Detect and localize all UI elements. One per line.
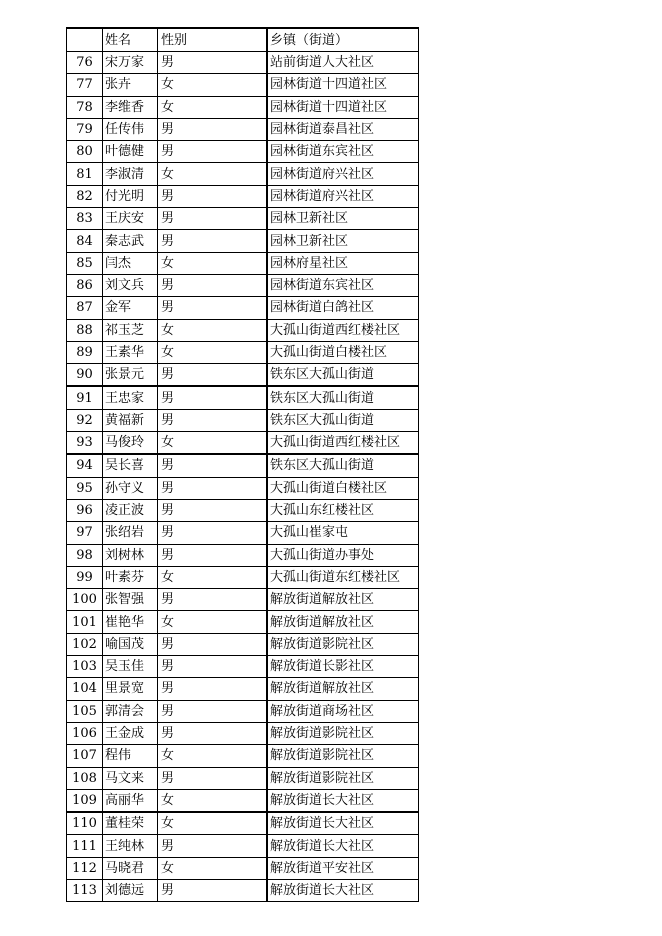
table-row <box>67 341 419 363</box>
row-sex: 男 <box>158 185 268 207</box>
row-sex: 女 <box>158 163 268 185</box>
row-town: 铁东区大孤山街道 <box>267 409 419 431</box>
row-town: 园林街道十四道社区 <box>267 74 419 96</box>
row-town: 园林卫新社区 <box>267 208 419 230</box>
row-name: 马俊玲 <box>103 432 158 455</box>
row-name: 马晓君 <box>103 857 158 879</box>
table-row <box>67 454 419 477</box>
row-name: 崔艳华 <box>103 611 158 633</box>
row-number: 98 <box>67 544 103 566</box>
row-town: 园林街道泰昌社区 <box>267 118 419 140</box>
table-row <box>67 477 419 499</box>
row-name: 张景元 <box>103 364 158 387</box>
row-town: 园林街道十四道社区 <box>267 96 419 118</box>
row-town: 园林府星社区 <box>267 252 419 274</box>
row-sex: 男 <box>158 274 268 296</box>
row-number: 104 <box>67 678 103 700</box>
row-sex: 男 <box>158 633 268 655</box>
table-row <box>67 319 419 341</box>
row-number: 110 <box>67 812 103 835</box>
row-town: 铁东区大孤山街道 <box>267 454 419 477</box>
row-number: 113 <box>67 879 103 901</box>
row-town: 铁东区大孤山街道 <box>267 364 419 387</box>
row-name: 祁玉芝 <box>103 319 158 341</box>
row-town: 大孤山街道西红楼社区 <box>267 319 419 341</box>
table-row <box>67 656 419 678</box>
table-row <box>67 74 419 96</box>
row-number: 88 <box>67 319 103 341</box>
row-sex: 女 <box>158 74 268 96</box>
row-town: 解放街道商场社区 <box>267 700 419 722</box>
row-town: 解放街道长大社区 <box>267 879 419 901</box>
row-name: 宋万家 <box>103 52 158 74</box>
row-number: 92 <box>67 409 103 431</box>
row-sex: 男 <box>158 52 268 74</box>
row-number: 97 <box>67 522 103 544</box>
row-number: 90 <box>67 364 103 387</box>
table-row <box>67 185 419 207</box>
row-sex: 男 <box>158 499 268 521</box>
row-sex: 男 <box>158 544 268 566</box>
row-name: 金军 <box>103 297 158 319</box>
table-row <box>67 812 419 835</box>
row-name: 李维香 <box>103 96 158 118</box>
row-sex: 女 <box>158 341 268 363</box>
table-row <box>67 96 419 118</box>
row-number: 102 <box>67 633 103 655</box>
row-sex: 男 <box>158 386 268 409</box>
row-name: 王纯林 <box>103 835 158 857</box>
row-name: 王庆安 <box>103 208 158 230</box>
row-name: 刘文兵 <box>103 274 158 296</box>
row-name: 高丽华 <box>103 789 158 812</box>
row-sex: 男 <box>158 835 268 857</box>
row-number: 100 <box>67 589 103 611</box>
row-number: 84 <box>67 230 103 252</box>
row-sex: 女 <box>158 745 268 767</box>
row-town: 园林街道府兴社区 <box>267 185 419 207</box>
row-sex: 女 <box>158 319 268 341</box>
row-name: 王金成 <box>103 722 158 744</box>
row-sex: 男 <box>158 208 268 230</box>
row-town: 解放街道长大社区 <box>267 789 419 812</box>
row-town: 解放街道影院社区 <box>267 767 419 789</box>
table-row <box>67 835 419 857</box>
row-name: 马文来 <box>103 767 158 789</box>
row-number: 76 <box>67 52 103 74</box>
row-town: 铁东区大孤山街道 <box>267 386 419 409</box>
table-row <box>67 566 419 588</box>
row-town: 园林街道东宾社区 <box>267 274 419 296</box>
table-row <box>67 857 419 879</box>
row-name: 凌正波 <box>103 499 158 521</box>
table-row <box>67 522 419 544</box>
row-town: 园林街道东宾社区 <box>267 141 419 163</box>
row-town: 大孤山街道西红楼社区 <box>267 432 419 455</box>
row-name: 吴长喜 <box>103 454 158 477</box>
row-town: 解放街道影院社区 <box>267 633 419 655</box>
row-town: 大孤山街道白楼社区 <box>267 477 419 499</box>
header-row <box>67 28 419 52</box>
row-town: 解放街道解放社区 <box>267 589 419 611</box>
row-name: 里景宽 <box>103 678 158 700</box>
row-town: 园林街道府兴社区 <box>267 163 419 185</box>
row-number: 109 <box>67 789 103 812</box>
table-row <box>67 163 419 185</box>
table-row <box>67 432 419 455</box>
row-number: 91 <box>67 386 103 409</box>
table-row <box>67 499 419 521</box>
row-number: 78 <box>67 96 103 118</box>
table-row <box>67 700 419 722</box>
row-number: 89 <box>67 341 103 363</box>
row-name: 张卉 <box>103 74 158 96</box>
row-sex: 女 <box>158 432 268 455</box>
row-sex: 女 <box>158 857 268 879</box>
row-name: 程伟 <box>103 745 158 767</box>
row-number: 96 <box>67 499 103 521</box>
table-row <box>67 767 419 789</box>
row-sex: 女 <box>158 252 268 274</box>
row-number: 94 <box>67 454 103 477</box>
row-name: 孙守义 <box>103 477 158 499</box>
table-row <box>67 745 419 767</box>
row-number: 81 <box>67 163 103 185</box>
row-town: 解放街道长大社区 <box>267 812 419 835</box>
table-row <box>67 633 419 655</box>
row-name: 郭清会 <box>103 700 158 722</box>
row-number: 82 <box>67 185 103 207</box>
table-row <box>67 611 419 633</box>
header-sex: 性别 <box>158 28 268 52</box>
row-number: 103 <box>67 656 103 678</box>
row-number: 107 <box>67 745 103 767</box>
table-row <box>67 141 419 163</box>
table-row <box>67 789 419 812</box>
row-number: 86 <box>67 274 103 296</box>
table-row <box>67 118 419 140</box>
header-town: 乡镇（街道） <box>267 28 419 52</box>
row-sex: 女 <box>158 566 268 588</box>
table-row <box>67 252 419 274</box>
row-name: 秦志武 <box>103 230 158 252</box>
row-sex: 男 <box>158 409 268 431</box>
table-row <box>67 52 419 74</box>
table-row <box>67 879 419 901</box>
row-number: 95 <box>67 477 103 499</box>
row-sex: 男 <box>158 700 268 722</box>
row-town: 解放街道长影社区 <box>267 656 419 678</box>
row-town: 解放街道影院社区 <box>267 745 419 767</box>
row-name: 任传伟 <box>103 118 158 140</box>
row-name: 张智强 <box>103 589 158 611</box>
row-name: 叶德健 <box>103 141 158 163</box>
table-row <box>67 230 419 252</box>
header-number <box>67 28 103 52</box>
row-number: 106 <box>67 722 103 744</box>
row-number: 99 <box>67 566 103 588</box>
row-name: 王素华 <box>103 341 158 363</box>
table-row <box>67 409 419 431</box>
row-town: 解放街道影院社区 <box>267 722 419 744</box>
row-number: 79 <box>67 118 103 140</box>
row-number: 101 <box>67 611 103 633</box>
row-town: 大孤山街道白楼社区 <box>267 341 419 363</box>
row-sex: 女 <box>158 812 268 835</box>
row-town: 解放街道解放社区 <box>267 611 419 633</box>
row-sex: 男 <box>158 141 268 163</box>
row-number: 112 <box>67 857 103 879</box>
row-name: 吴玉佳 <box>103 656 158 678</box>
row-sex: 男 <box>158 656 268 678</box>
table-row <box>67 544 419 566</box>
row-number: 105 <box>67 700 103 722</box>
row-town: 园林街道白鸽社区 <box>267 297 419 319</box>
row-sex: 男 <box>158 522 268 544</box>
row-sex: 男 <box>158 879 268 901</box>
row-sex: 女 <box>158 611 268 633</box>
row-sex: 女 <box>158 96 268 118</box>
row-name: 黄福新 <box>103 409 158 431</box>
row-name: 叶素芬 <box>103 566 158 588</box>
table-row <box>67 678 419 700</box>
row-number: 87 <box>67 297 103 319</box>
table-row <box>67 274 419 296</box>
table-row <box>67 722 419 744</box>
row-sex: 男 <box>158 678 268 700</box>
row-name: 刘德远 <box>103 879 158 901</box>
row-town: 园林卫新社区 <box>267 230 419 252</box>
table-row <box>67 386 419 409</box>
row-number: 108 <box>67 767 103 789</box>
row-sex: 男 <box>158 722 268 744</box>
table-row <box>67 364 419 387</box>
row-town: 大孤山街道办事处 <box>267 544 419 566</box>
header-name: 姓名 <box>103 28 158 52</box>
table-row <box>67 208 419 230</box>
row-number: 77 <box>67 74 103 96</box>
row-number: 111 <box>67 835 103 857</box>
row-number: 83 <box>67 208 103 230</box>
row-sex: 男 <box>158 364 268 387</box>
row-town: 大孤山东红楼社区 <box>267 499 419 521</box>
row-town: 解放街道平安社区 <box>267 857 419 879</box>
row-name: 张绍岩 <box>103 522 158 544</box>
row-name: 付光明 <box>103 185 158 207</box>
row-name: 董桂荣 <box>103 812 158 835</box>
row-number: 80 <box>67 141 103 163</box>
row-name: 李淑清 <box>103 163 158 185</box>
row-number: 93 <box>67 432 103 455</box>
row-sex: 男 <box>158 297 268 319</box>
row-name: 闫杰 <box>103 252 158 274</box>
row-name: 王忠家 <box>103 386 158 409</box>
row-sex: 男 <box>158 589 268 611</box>
row-sex: 男 <box>158 230 268 252</box>
row-town: 站前街道人大社区 <box>267 52 419 74</box>
row-sex: 男 <box>158 118 268 140</box>
row-town: 解放街道解放社区 <box>267 678 419 700</box>
row-sex: 男 <box>158 454 268 477</box>
table-row <box>67 297 419 319</box>
row-number: 85 <box>67 252 103 274</box>
row-name: 喻国茂 <box>103 633 158 655</box>
row-sex: 男 <box>158 767 268 789</box>
row-sex: 男 <box>158 477 268 499</box>
row-name: 刘树林 <box>103 544 158 566</box>
roster-table <box>66 27 419 902</box>
row-sex: 女 <box>158 789 268 812</box>
row-town: 解放街道长大社区 <box>267 835 419 857</box>
table-row <box>67 589 419 611</box>
row-town: 大孤山街道东红楼社区 <box>267 566 419 588</box>
row-town: 大孤山崔家屯 <box>267 522 419 544</box>
